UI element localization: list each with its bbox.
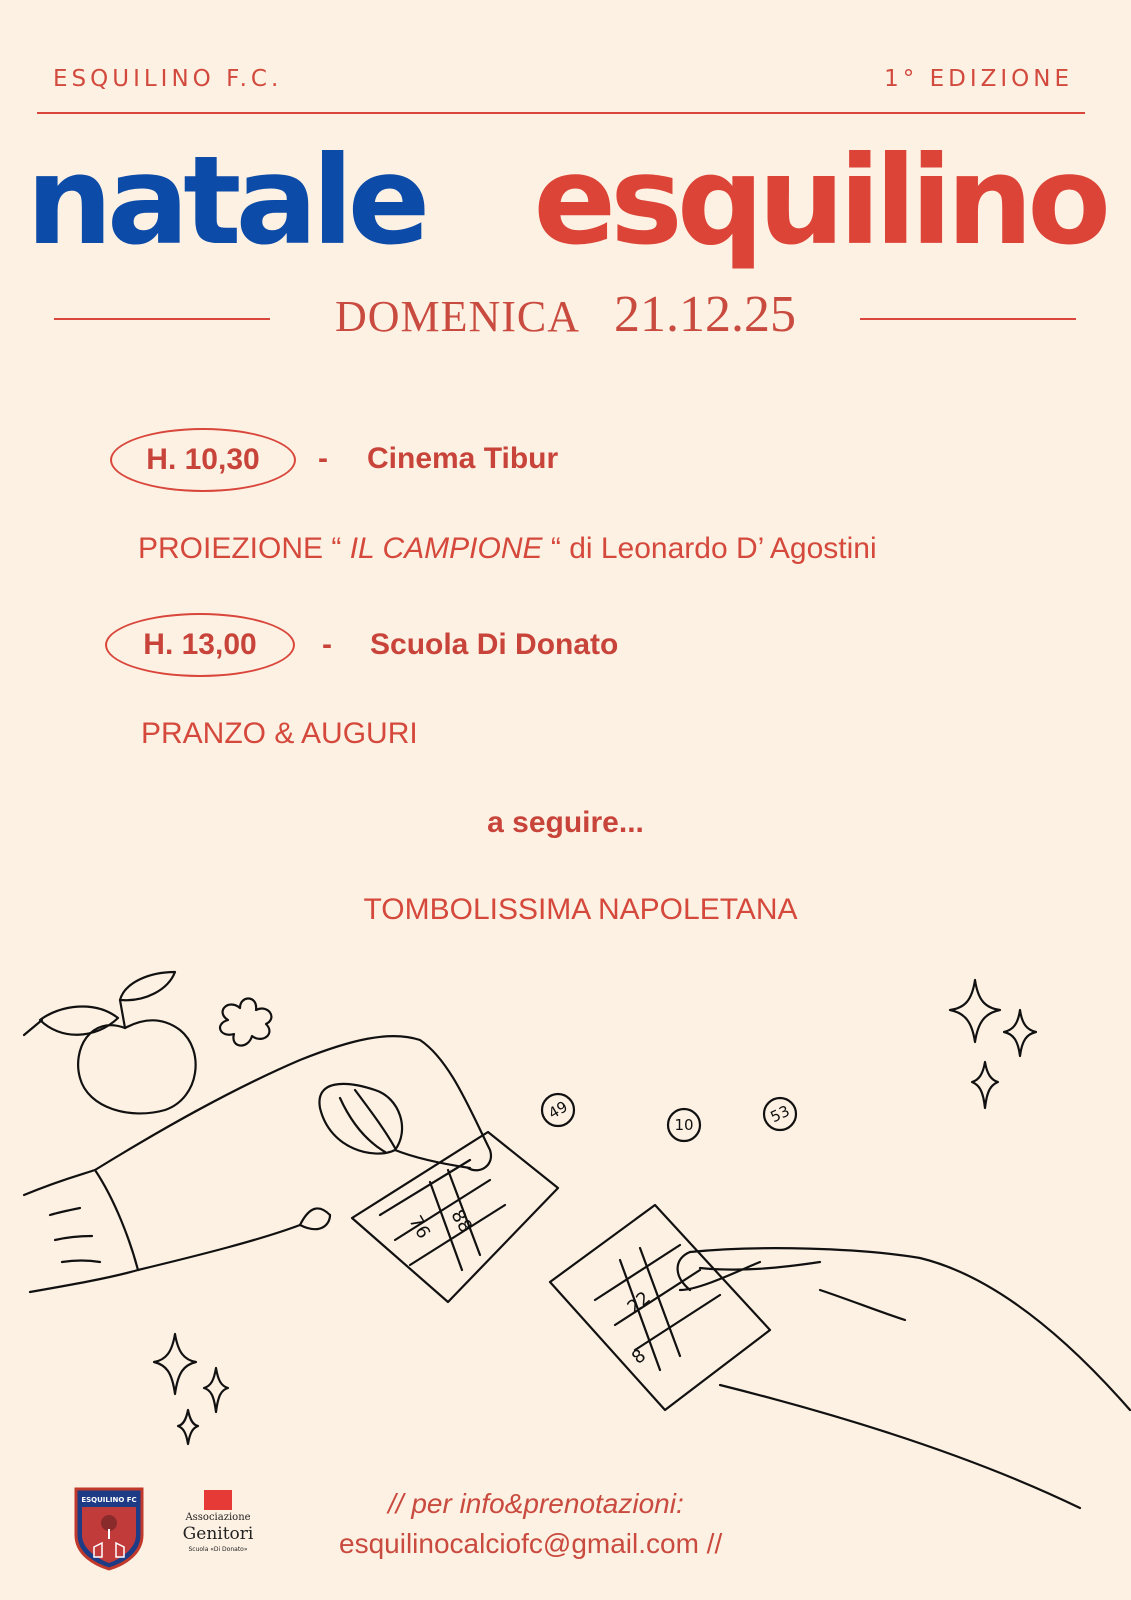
event-1-desc-prefix: PROIEZIONE “	[138, 532, 350, 565]
flower-icon	[220, 998, 271, 1045]
associazione-genitori-logo	[168, 1488, 268, 1568]
assoc-logo-line3: Scuola «Di Donato»	[188, 1546, 248, 1553]
ball-49-label: 49	[545, 1097, 571, 1123]
right-hand-icon	[678, 1248, 1130, 1508]
assoc-logo-line2: Genitori	[182, 1524, 254, 1544]
assoc-logo-line1: Associazione	[185, 1512, 251, 1523]
event-1-separator: -	[318, 442, 328, 475]
event-1-time: H. 10,30	[110, 428, 296, 492]
edition-label: 1° EDIZIONE	[884, 66, 1073, 92]
event-2-venue: Scuola Di Donato	[370, 628, 619, 661]
left-hand-icon	[24, 1036, 491, 1292]
info-heading	[388, 1488, 684, 1520]
card-right-number-2: 8	[627, 1345, 651, 1369]
event-2-separator: -	[322, 628, 332, 661]
ball-10-label: 10	[674, 1116, 694, 1134]
esquilino-fc-logo	[72, 1485, 146, 1571]
event-1-film-title: IL CAMPIONE	[349, 532, 543, 565]
esquilino-logo-text: ESQUILINO FC	[81, 1496, 137, 1504]
right-tombola-card	[550, 1205, 770, 1410]
follow-up-text: a seguire...	[487, 806, 644, 839]
event-2-description: PRANZO & AUGURI	[141, 717, 418, 750]
card-left-number-1: 76	[404, 1212, 435, 1243]
event-1-venue: Cinema Tibur	[367, 442, 559, 475]
sparkle-icon	[154, 980, 1036, 1444]
club-label: ESQUILINO F.C.	[53, 66, 283, 92]
ball-53-label: 53	[767, 1101, 793, 1127]
contact-email[interactable]: esquilinocalciofc@gmail.com //	[339, 1528, 723, 1559]
event-1-desc-suffix: “ di Leonardo D’ Agostini	[542, 532, 877, 565]
mandarin-icon	[24, 972, 196, 1113]
card-right-number-1: 22	[623, 1287, 655, 1319]
info-heading-text: // per info&prenotazioni:	[388, 1488, 684, 1519]
card-left-number-2: 88	[446, 1206, 477, 1237]
title-word-natale: natale	[25, 130, 425, 272]
title-word-esquilino: esquilino	[533, 130, 1106, 272]
date-day: DOMENICA	[334, 292, 581, 341]
date-value: 21.12.25	[614, 286, 797, 343]
assoc-logo-mark	[204, 1490, 232, 1510]
event-2-time: H. 13,00	[105, 613, 295, 677]
highlight-text: TOMBOLISSIMA NAPOLETANA	[363, 893, 798, 926]
